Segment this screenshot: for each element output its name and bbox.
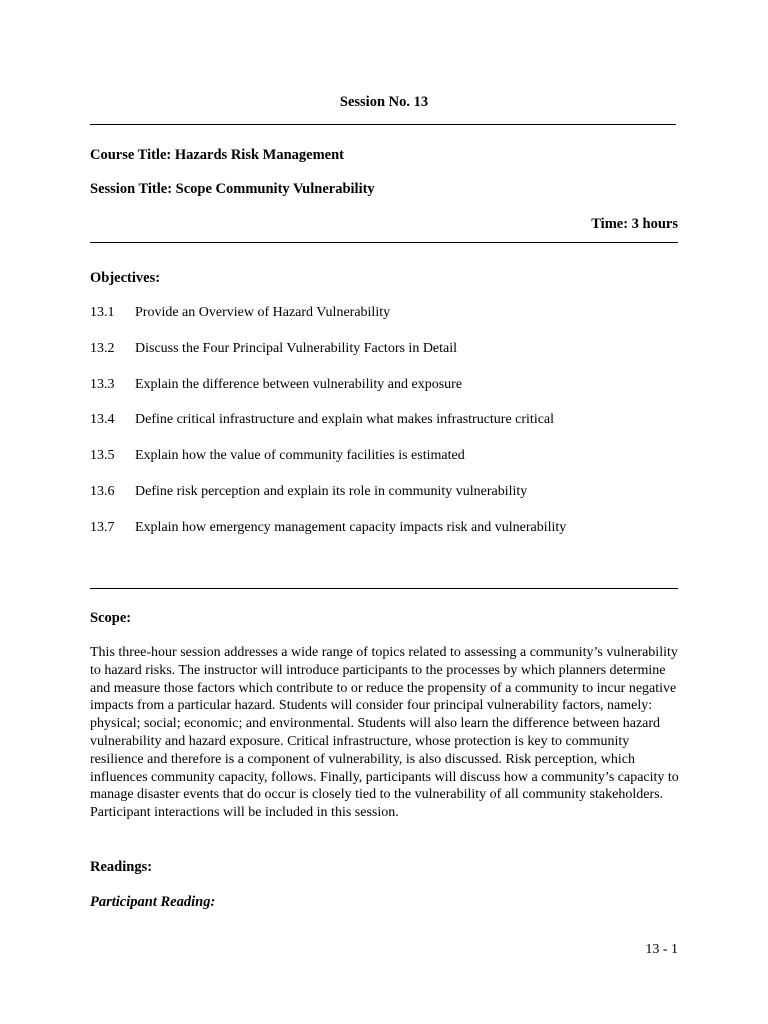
objective-number: 13.3 [90,376,115,392]
objective-item [90,484,690,520]
scope-heading: Scope: [90,610,132,626]
objectives-heading: Objectives: [90,270,161,286]
objective-item [90,412,690,448]
course-title: Course Title: Hazards Risk Management [90,147,345,163]
objective-text: Explain how emergency management capacity impacts risk and vulnerability [135,519,567,535]
objective-number: 13.2 [90,340,115,356]
objective-text: Define risk perception and explain its role in community vulnerability [135,483,528,499]
objective-text: Provide an Overview of Hazard Vulnerability [135,305,391,320]
objective-item [90,341,690,377]
objective-number: 13.6 [90,483,115,499]
divider [90,588,678,589]
objective-text: Define critical infrastructure and explain what makes infrastructure critical [135,412,555,428]
session-number: Session No. 13 [339,94,429,110]
objective-item [90,377,690,413]
objective-item [90,305,690,341]
participant-reading-heading: Participant Reading: [90,894,216,910]
session-time: Time: 3 hours [591,216,678,232]
objectives-list [90,305,690,556]
scope-paragraph: This three-hour session addresses a wide range of topics related to assessing a community’s vulnerability to hazard risks. The instructor will introduce participants to the processes by which planners determine and measure those factors which contribute to or reduce the propensity of a community to incur negative impacts from a particular hazard. Students will consider four principal vulnerability factors, namely: physical; social; economic; and environmental. Students will also learn the difference between hazard vulnerability and hazard exposure. Critical infrastructure, whose protection is key to community resilience and therefore is a component of vulnerability, is also discussed. Risk perception, which influences community capacity, follows. Finally, participants will discuss how a community’s capacity to manage disaster events that do occur is closely tied to the vulnerability of all community stakeholders. Participant interactions will be included in this session. [90,645,679,821]
divider [90,124,676,125]
divider [90,242,678,243]
objective-number: 13.1 [90,305,115,320]
session-title: Session Title: Scope Community Vulnerability [90,181,375,197]
objective-number: 13.7 [90,519,115,535]
readings-heading: Readings: [90,859,153,875]
objective-text: Explain how the value of community facilities is estimated [135,448,465,464]
objective-text: Explain the difference between vulnerability and exposure [135,376,463,392]
objective-item [90,520,690,556]
objective-item [90,448,690,484]
objective-number: 13.5 [90,448,115,464]
page-number: 13 - 1 [645,942,678,957]
objective-number: 13.4 [90,412,115,428]
objective-text: Discuss the Four Principal Vulnerability Factors in Detail [135,340,458,356]
